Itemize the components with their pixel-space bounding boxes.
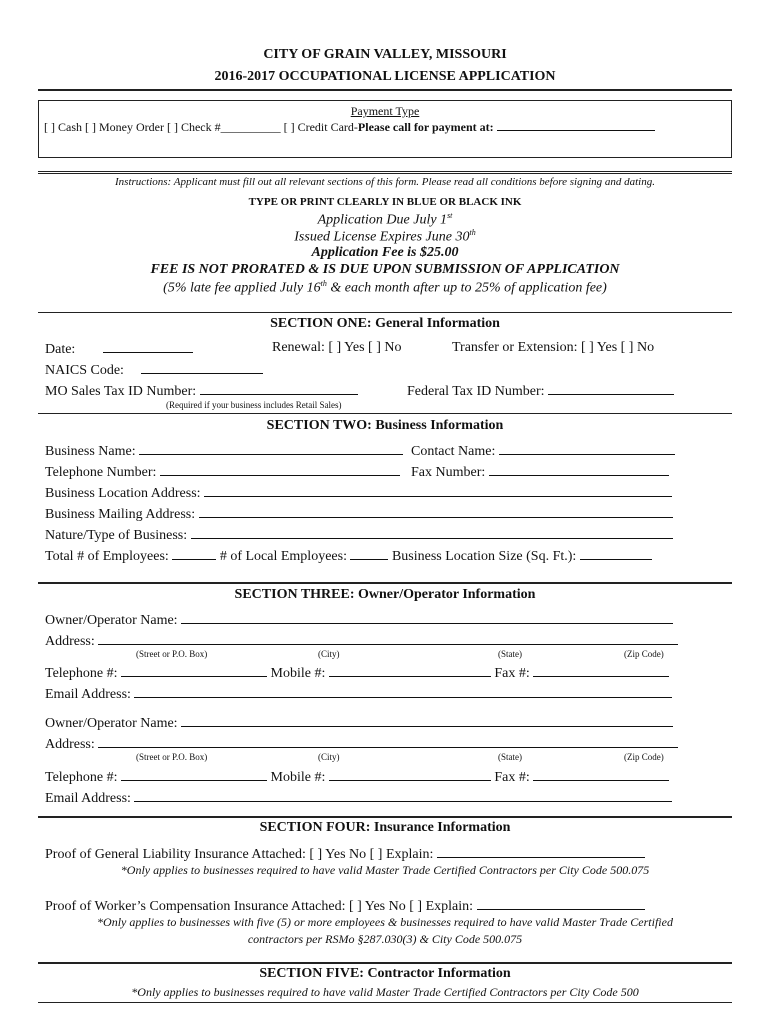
owner2-name-field[interactable]: [181, 714, 673, 727]
mo-tax-field[interactable]: [200, 382, 358, 395]
naics-field[interactable]: [141, 361, 263, 374]
payment-options[interactable]: [44, 118, 655, 135]
owner2-telephone-field[interactable]: [121, 768, 267, 781]
owner1-name-field[interactable]: [181, 611, 673, 624]
owner1-fax-label: Fax #:: [494, 666, 530, 681]
owner2-fax-label: Fax #:: [494, 770, 530, 785]
owner2-name-label: Owner/Operator Name:: [45, 716, 178, 731]
fax-row: [411, 463, 669, 481]
liability-explain-field[interactable]: [437, 845, 645, 858]
section-five-bottom-rule: [38, 1002, 732, 1003]
owner2-fax-field[interactable]: [533, 768, 669, 781]
liability-row: [45, 845, 645, 863]
section-four-rule: [38, 816, 732, 818]
due-date-text: Application Due July 1: [317, 212, 448, 228]
owner1-zip-caption: (Zip Code): [624, 649, 664, 659]
fed-tax-field[interactable]: [548, 382, 674, 395]
payment-type-heading: Payment Type: [350, 104, 420, 118]
section-four-title: SECTION FOUR: Insurance Information: [259, 820, 511, 835]
owner1-street-caption: (Street or P.O. Box): [136, 649, 208, 659]
naics-label: NAICS Code:: [45, 363, 124, 378]
workers-comp-explain-field[interactable]: [477, 897, 645, 910]
retail-note: (Required if your business includes Retail Sales): [166, 400, 342, 410]
owner1-phone-row: [45, 664, 669, 682]
section-one-rule: [38, 312, 732, 313]
payment-options-text: [ ] Cash [ ] Money Order [ ] Check #__________ [ ] Credit Card-: [44, 120, 358, 134]
local-employees-label: # of Local Employees:: [219, 549, 347, 564]
total-employees-label: Total # of Employees:: [45, 549, 169, 564]
section-five-note: *Only applies to businesses required to have valid Master Trade Certified Contractors per City Code 500: [131, 985, 639, 999]
business-name-row: [45, 442, 403, 460]
fed-tax-label: Federal Tax ID Number:: [407, 384, 545, 399]
date-label: Date:: [45, 342, 76, 357]
owner2-telephone-label: Telephone #:: [45, 770, 118, 785]
payment-phone-line[interactable]: [497, 118, 655, 131]
telephone-label: Telephone Number:: [45, 465, 157, 480]
date-row: [45, 340, 193, 358]
owner2-mobile-label: Mobile #:: [270, 770, 326, 785]
business-name-label: Business Name:: [45, 444, 136, 459]
nature-row: [45, 526, 673, 544]
owner1-email-row: [45, 685, 672, 703]
total-employees-field[interactable]: [172, 547, 216, 560]
owner1-mobile-label: Mobile #:: [270, 666, 326, 681]
owner2-state-caption: (State): [498, 752, 522, 762]
section-two-rule: [38, 413, 732, 414]
fed-tax-row: [407, 382, 674, 400]
owner2-mobile-field[interactable]: [329, 768, 491, 781]
owner1-mobile-field[interactable]: [329, 664, 491, 677]
section-five-rule: [38, 962, 732, 964]
location-size-label: Business Location Size (Sq. Ft.):: [391, 549, 577, 564]
section-five-title: SECTION FIVE: Contractor Information: [259, 966, 511, 981]
not-prorated-note: FEE IS NOT PRORATED & IS DUE UPON SUBMISSION OF APPLICATION: [150, 262, 620, 277]
late-fee-note: [0, 279, 770, 297]
local-employees-field[interactable]: [350, 547, 388, 560]
owner2-zip-caption: (Zip Code): [624, 752, 664, 762]
renewal-option[interactable]: Renewal: [ ] Yes [ ] No: [272, 340, 402, 355]
mailing-address-label: Business Mailing Address:: [45, 507, 196, 522]
location-address-row: [45, 484, 672, 502]
mailing-address-row: [45, 505, 673, 523]
owner1-email-field[interactable]: [134, 685, 672, 698]
mo-tax-row: [45, 382, 358, 400]
section-one-title: SECTION ONE: General Information: [270, 316, 500, 331]
telephone-field[interactable]: [160, 463, 400, 476]
naics-row: [45, 361, 263, 379]
owner1-city-caption: (City): [318, 649, 340, 659]
owner2-phone-row: [45, 768, 669, 786]
owner1-address-row: [45, 632, 678, 650]
due-date: [0, 211, 770, 229]
section-three-title: SECTION THREE: Owner/Operator Information: [234, 587, 536, 602]
contact-name-label: Contact Name:: [411, 444, 496, 459]
owner2-email-field[interactable]: [134, 789, 672, 802]
owner1-email-label: Email Address:: [45, 687, 131, 702]
owner1-name-label: Owner/Operator Name:: [45, 613, 178, 628]
late-fee-text-a: (5% late fee applied July 16: [163, 280, 321, 296]
workers-comp-note-1: *Only applies to businesses with five (5) or more employees & businesses required to have valid Master Trade Certified: [97, 915, 673, 929]
owner2-street-caption: (Street or P.O. Box): [136, 752, 208, 762]
city-heading: CITY OF GRAIN VALLEY, MISSOURI: [263, 47, 507, 62]
form-title: 2016-2017 OCCUPATIONAL LICENSE APPLICATION: [214, 69, 556, 84]
mailing-address-field[interactable]: [199, 505, 673, 518]
owner2-email-label: Email Address:: [45, 791, 131, 806]
expiry-date-suffix: th: [469, 228, 476, 237]
location-address-field[interactable]: [204, 484, 672, 497]
location-size-field[interactable]: [580, 547, 652, 560]
nature-field[interactable]: [191, 526, 673, 539]
contact-name-row: [411, 442, 675, 460]
liability-note: *Only applies to businesses required to have valid Master Trade Certified Contractors per City Code 500.075: [120, 863, 650, 877]
expiry-date: [0, 228, 770, 246]
owner1-telephone-field[interactable]: [121, 664, 267, 677]
expiry-date-text: Issued License Expires June 30: [294, 229, 470, 245]
owner1-address-field[interactable]: [98, 632, 678, 645]
location-address-label: Business Location Address:: [45, 486, 201, 501]
mo-tax-label: MO Sales Tax ID Number:: [45, 384, 197, 399]
late-fee-suffix: th: [320, 279, 327, 288]
owner2-address-row: [45, 735, 678, 753]
section-two-title: SECTION TWO: Business Information: [266, 418, 504, 433]
nature-label: Nature/Type of Business:: [45, 528, 188, 543]
due-date-suffix: st: [447, 211, 453, 220]
fax-field[interactable]: [489, 463, 669, 476]
owner1-telephone-label: Telephone #:: [45, 666, 118, 681]
instructions-text: Instructions: Applicant must fill out all relevant sections of this form. Please read all conditions before signing and dating.: [115, 176, 655, 188]
business-name-field[interactable]: [139, 442, 403, 455]
header-rule: [38, 89, 732, 91]
contact-name-field[interactable]: [499, 442, 675, 455]
owner1-state-caption: (State): [498, 649, 522, 659]
owner2-city-caption: (City): [318, 752, 340, 762]
owner1-address-label: Address:: [45, 634, 95, 649]
instructions-rule: [38, 171, 732, 174]
late-fee-text-b: & each month after up to 25% of application fee): [326, 280, 607, 296]
fax-label: Fax Number:: [411, 465, 486, 480]
workers-comp-note-2: contractors per RSMo §287.030(3) & City Code 500.075: [247, 932, 523, 946]
liability-label[interactable]: Proof of General Liability Insurance Attached: [ ] Yes No [ ] Explain:: [45, 847, 434, 862]
date-field[interactable]: [103, 340, 193, 353]
owner1-fax-field[interactable]: [533, 664, 669, 677]
type-print-note: TYPE OR PRINT CLEARLY IN BLUE OR BLACK INK: [248, 196, 522, 208]
transfer-option[interactable]: Transfer or Extension: [ ] Yes [ ] No: [452, 340, 655, 355]
workers-comp-row: [45, 897, 645, 915]
telephone-row: [45, 463, 400, 481]
employees-row: [45, 547, 652, 565]
payment-call-label: Please call for payment at:: [357, 120, 494, 134]
owner2-address-field[interactable]: [98, 735, 678, 748]
application-fee: Application Fee is $25.00: [311, 245, 459, 260]
owner2-name-row: [45, 714, 673, 732]
owner1-name-row: [45, 611, 673, 629]
workers-comp-label[interactable]: Proof of Worker’s Compensation Insurance Attached: [ ] Yes No [ ] Explain:: [45, 899, 473, 914]
owner2-address-label: Address:: [45, 737, 95, 752]
section-three-rule: [38, 582, 732, 584]
owner2-email-row: [45, 789, 672, 807]
